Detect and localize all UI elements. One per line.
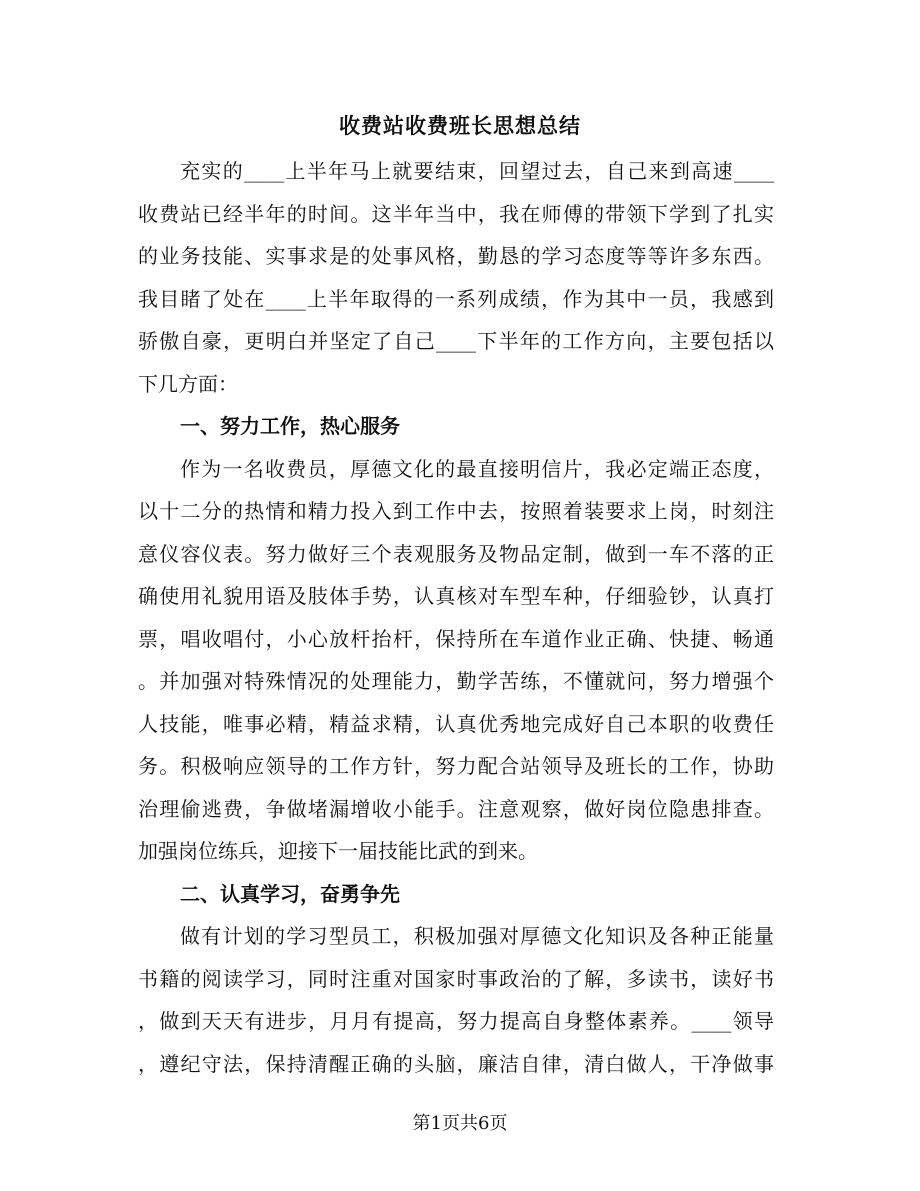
section-heading: 二、认真学习，奋勇争先 xyxy=(180,881,400,906)
paragraph-line: 书籍的阅读学习，同时注重对国家时事政治的了解，多读书，读好书 xyxy=(138,966,774,991)
paragraph-line: 我目睹了处在____上半年取得的一系列成绩，作为其中一员，我感到 xyxy=(138,286,774,311)
page-number: 第1页共6页 xyxy=(412,1113,508,1134)
paragraph-line: 以十二分的热情和精力投入到工作中去，按照着装要求上岗，时刻注 xyxy=(138,499,774,523)
paragraph-line: 务。积极响应领导的工作方针，努力配合站领导及班长的工作，协助 xyxy=(138,754,774,778)
paragraph-line: 确使用礼貌用语及肢体手势，认真核对车型车种，仔细验钞，认真打 xyxy=(138,584,774,608)
paragraph-line: ，做到天天有进步，月月有提高，努力提高自身整体素养。____领导 xyxy=(138,1009,774,1033)
paragraph-line: 意仪容仪表。努力做好三个表观服务及物品定制，做到一车不落的正 xyxy=(138,541,774,566)
paragraph-line: 人技能，唯事必精，精益求精，认真优秀地完成好自己本职的收费任 xyxy=(138,711,774,736)
paragraph-line: 加强岗位练兵，迎接下一届技能比武的到来。 xyxy=(138,839,538,863)
paragraph-line: 的业务技能、实事求是的处事风格，勤恳的学习态度等等许多东西。 xyxy=(138,244,774,268)
document-title: 收费站收费班长思想总结 xyxy=(339,113,581,138)
paragraph-line: 作为一名收费员，厚德文化的最直接明信片，我必定端正态度， xyxy=(180,456,774,481)
paragraph-line: 。并加强对特殊情况的处理能力，勤学苦练，不懂就问，努力增强个 xyxy=(138,669,774,693)
paragraph-line: 下几方面： xyxy=(138,371,238,396)
paragraph-line: 收费站已经半年的时间。这半年当中，我在师傅的带领下学到了扎实 xyxy=(138,201,774,226)
paragraph-line: 做有计划的学习型员工，积极加强对厚德文化知识及各种正能量 xyxy=(180,924,774,948)
paragraph-line: 治理偷逃费，争做堵漏增收小能手。注意观察，做好岗位隐患排查。 xyxy=(138,796,774,821)
paragraph-line: 票，唱收唱付，小心放杆抬杆，保持所在车道作业正确、快捷、畅通 xyxy=(138,626,774,651)
paragraph-line: 充实的____上半年马上就要结束，回望过去，自己来到高速____ xyxy=(180,159,774,183)
paragraph-line: ，遵纪守法，保持清醒正确的头脑，廉洁自律，清白做人，干净做事 xyxy=(138,1051,774,1076)
document-body xyxy=(138,150,774,1085)
paragraph-line: 骄傲自豪，更明白并坚定了自己____下半年的工作方向，主要包括以 xyxy=(138,329,774,353)
section-heading: 一、努力工作，热心服务 xyxy=(180,414,400,438)
